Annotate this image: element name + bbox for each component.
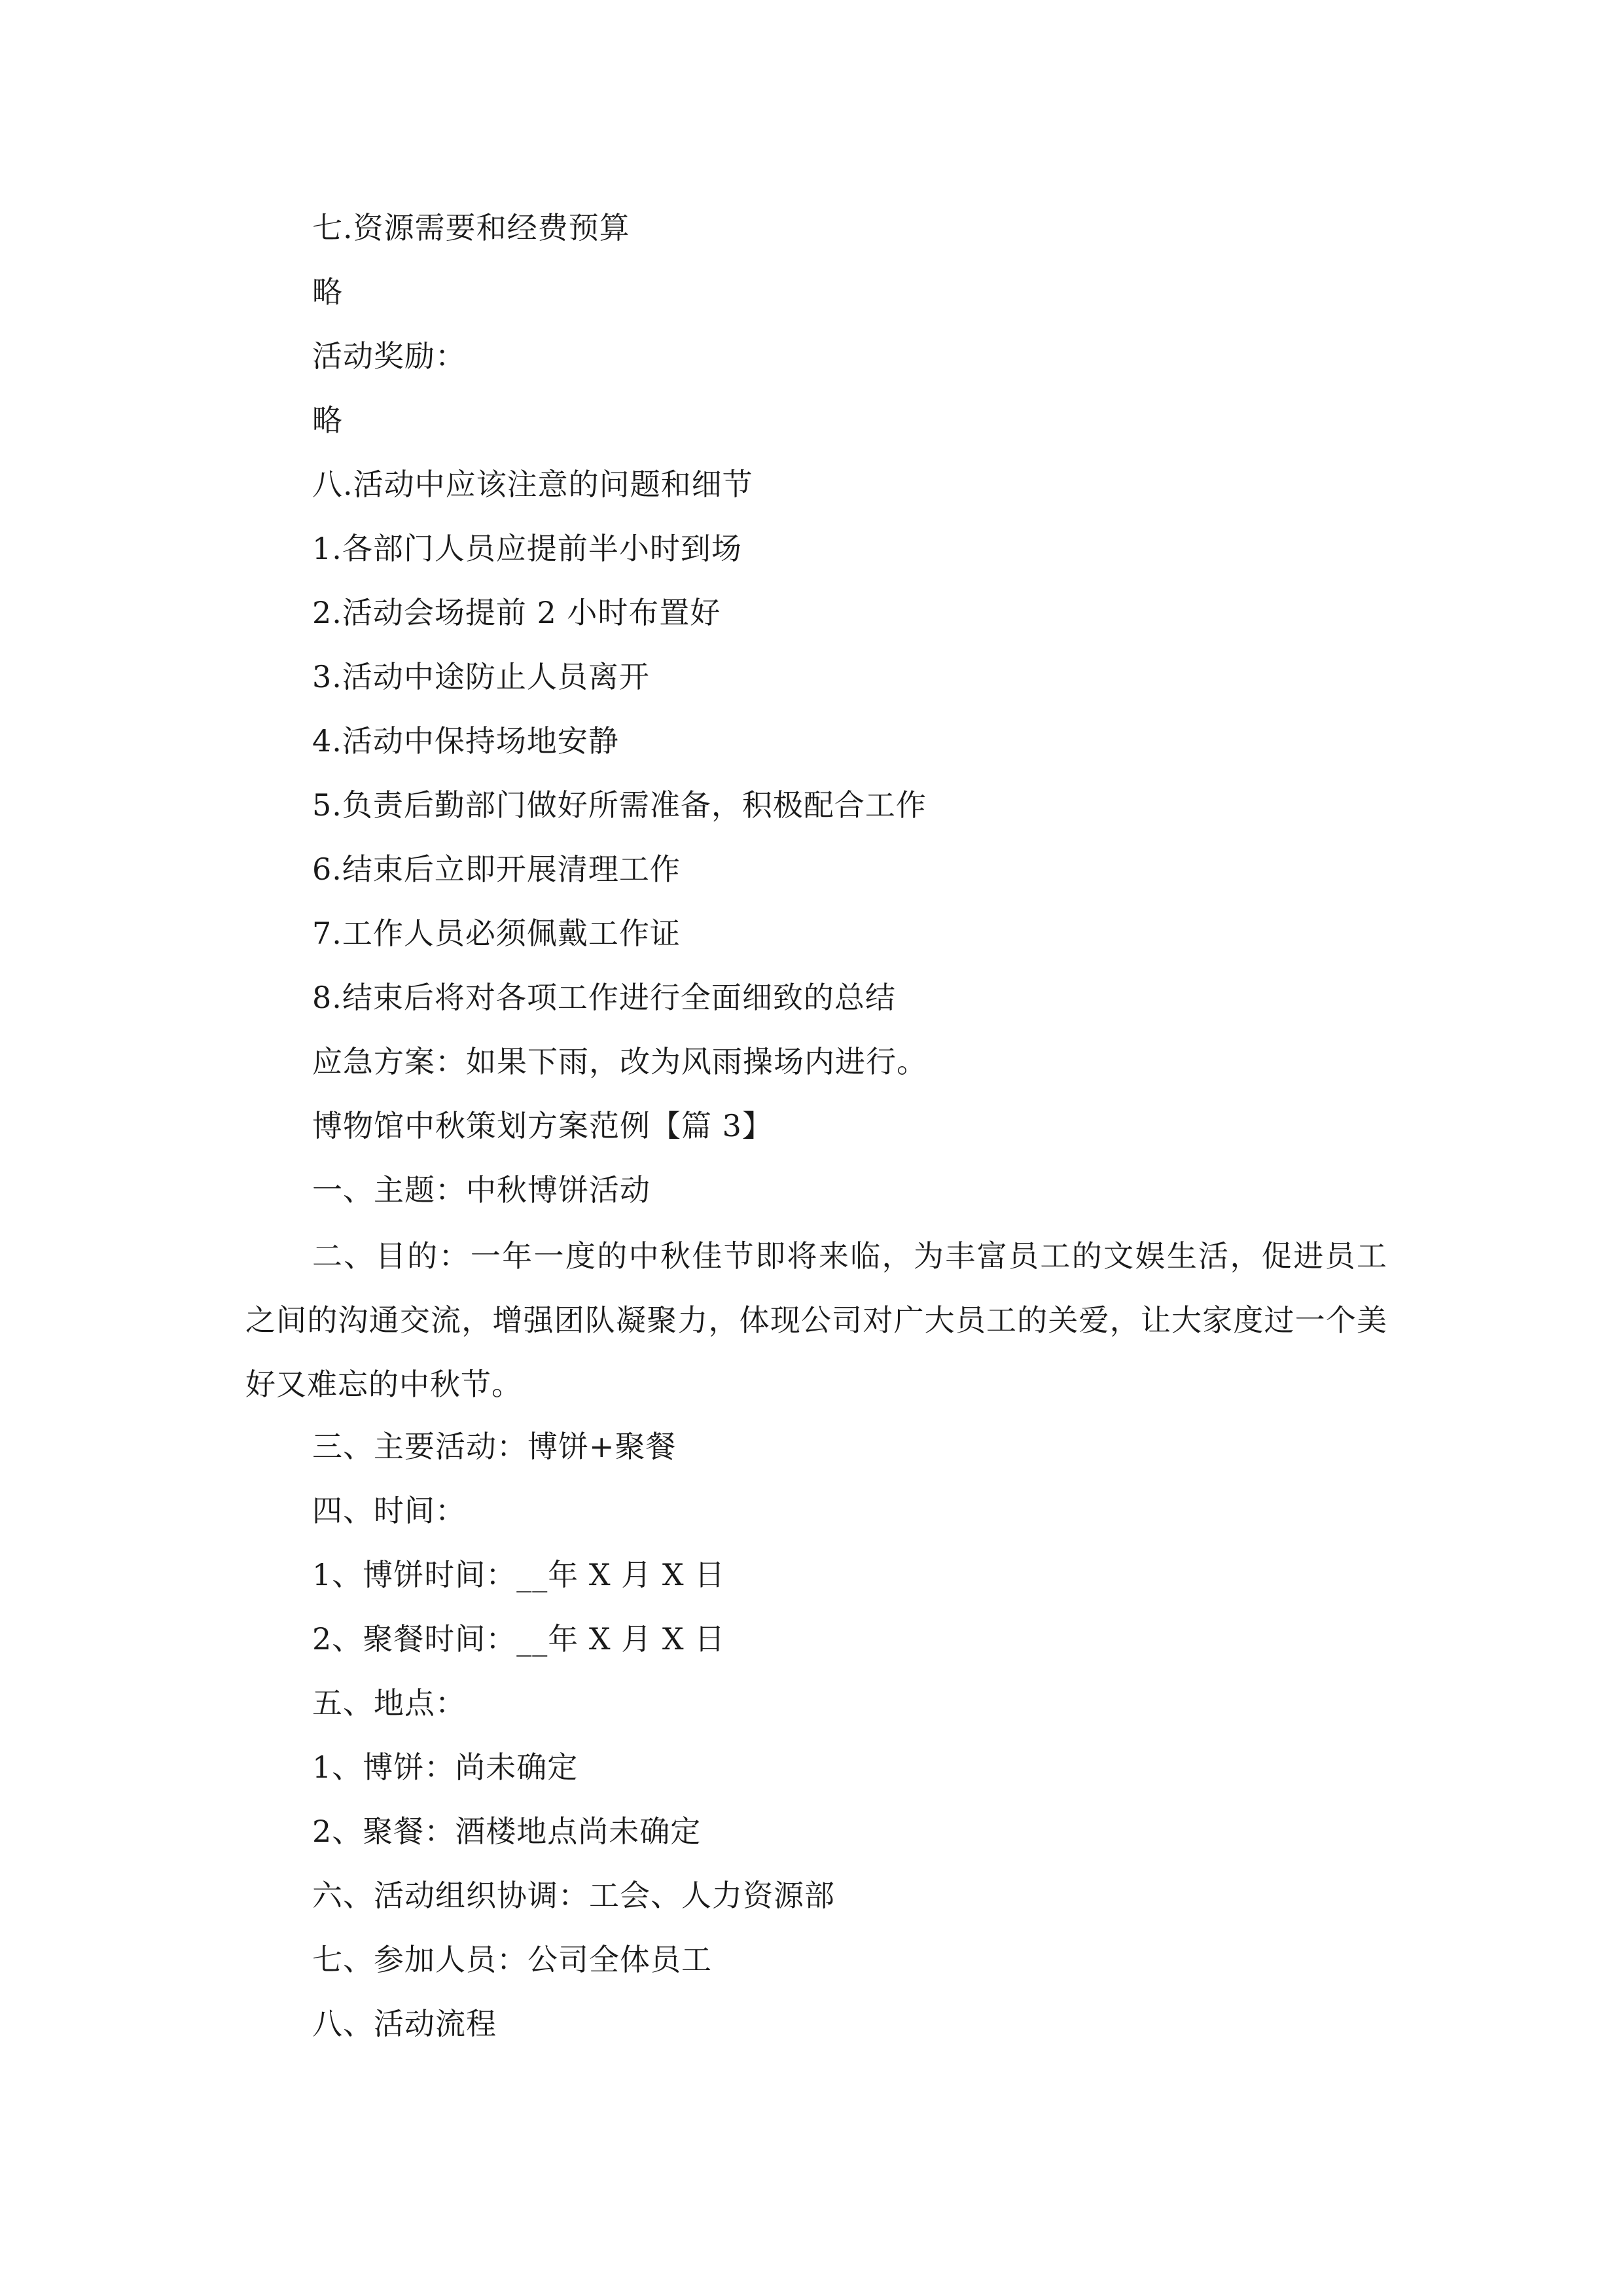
section-heading-8b: 八、活动流程 bbox=[312, 2006, 497, 2041]
list-item: 8.结束后将对各项工作进行全面细致的总结 bbox=[312, 980, 896, 1015]
list-item: 1、博饼时间：__年 X 月 X 日 bbox=[312, 1557, 726, 1592]
section-heading-5: 五、地点： bbox=[312, 1685, 466, 1721]
list-item: 5.负责后勤部门做好所需准备，积极配合工作 bbox=[312, 787, 927, 823]
list-item: 1、博饼：尚未确定 bbox=[312, 1749, 579, 1785]
list-item: 2、聚餐：酒楼地点尚未确定 bbox=[312, 1814, 702, 1849]
list-item: 6.结束后立即开展清理工作 bbox=[312, 852, 681, 887]
list-item: 2、聚餐时间：__年 X 月 X 日 bbox=[312, 1621, 726, 1657]
list-item: 2.活动会场提前 2 小时布置好 bbox=[312, 595, 721, 630]
purpose-paragraph: 二、目的：一年一度的中秋佳节即将来临，为丰富员工的文娱生活，促进员工之间的沟通交流，增强团队凝聚力，体现公司对广大员工的关爱，让大家度过一个美好又难忘的中秋节。 bbox=[245, 1238, 1387, 1402]
list-item: 4.活动中保持场地安静 bbox=[312, 723, 619, 759]
section-heading-8: 八.活动中应该注意的问题和细节 bbox=[312, 467, 753, 502]
section-heading-4: 四、时间： bbox=[312, 1493, 466, 1528]
text-line: 略 bbox=[312, 403, 343, 438]
list-item: 7.工作人员必须佩戴工作证 bbox=[312, 916, 681, 951]
text-line: 应急方案：如果下雨，改为风雨操场内进行。 bbox=[312, 1044, 927, 1079]
section-heading-7: 七.资源需要和经费预算 bbox=[312, 210, 630, 245]
text-line: 略 bbox=[312, 274, 343, 310]
section-heading-1: 一、主题：中秋博饼活动 bbox=[312, 1172, 651, 1208]
section-heading-3: 三、主要活动：博饼+聚餐 bbox=[312, 1429, 677, 1464]
list-item: 3.活动中途防止人员离开 bbox=[312, 659, 650, 694]
section-heading-7b: 七、参加人员：公司全体员工 bbox=[312, 1942, 712, 1977]
article-title: 博物馆中秋策划方案范例【篇 3】 bbox=[312, 1108, 773, 1143]
list-item: 1.各部门人员应提前半小时到场 bbox=[312, 531, 742, 566]
text-line: 活动奖励： bbox=[312, 338, 466, 374]
section-heading-6: 六、活动组织协调：工会、人力资源部 bbox=[312, 1878, 835, 1913]
